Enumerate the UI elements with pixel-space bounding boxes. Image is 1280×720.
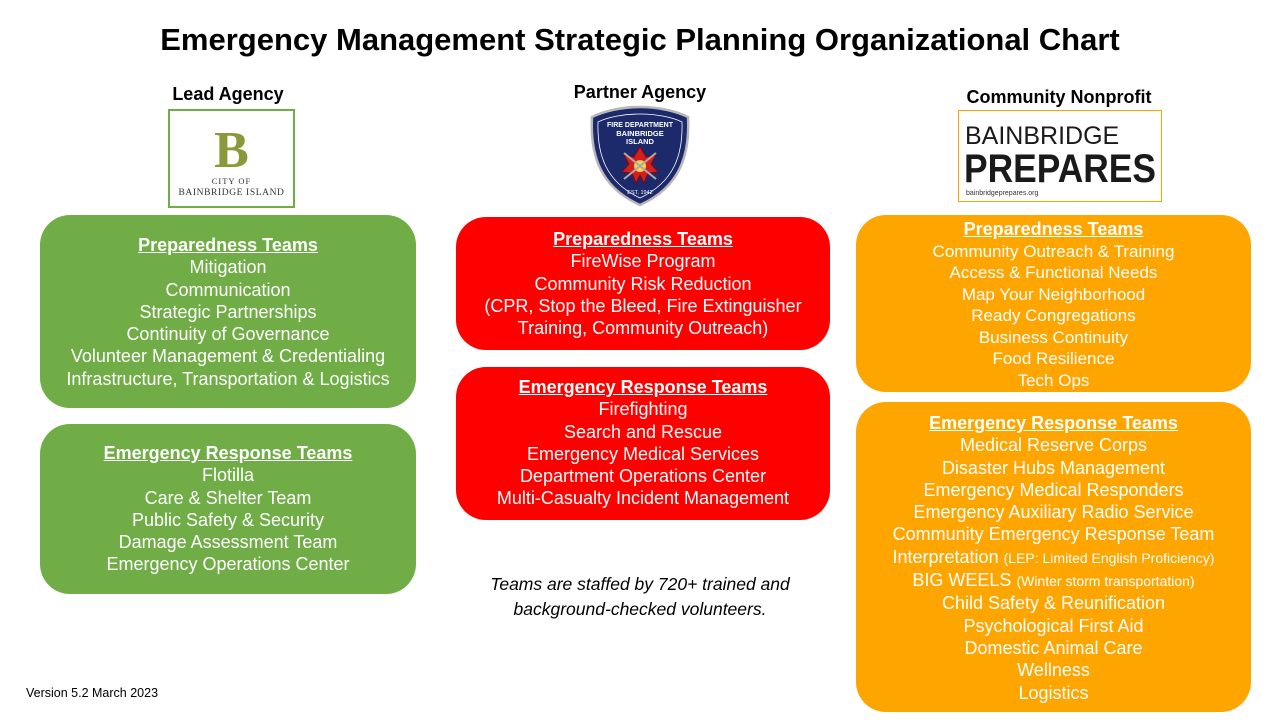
list-item: Emergency Auxiliary Radio Service (913, 502, 1194, 523)
partner-response-title: Emergency Response Teams (518, 377, 768, 397)
badge-line2: ISLAND (626, 137, 654, 146)
list-item: Department Operations Center (519, 466, 767, 487)
list-item: Domestic Animal Care (964, 637, 1143, 658)
prepares-logo-line2: PREPARES (964, 147, 1156, 191)
prepares-logo-url: bainbridgeprepares.org (966, 190, 1039, 197)
partner-response-box (456, 367, 830, 520)
list-item: Strategic Partnerships (139, 301, 317, 322)
volunteer-note-line2: background-checked volunteers. (513, 599, 767, 619)
list-item: Child Safety & Reunification (941, 593, 1166, 614)
partner-response-list (456, 398, 830, 509)
nonprofit-preparedness-title: Preparedness Teams (963, 219, 1144, 239)
lead-preparedness-title: Preparedness Teams (138, 235, 318, 255)
list-item (856, 569, 1251, 592)
community-nonprofit-heading: Community Nonprofit (966, 87, 1152, 107)
city-logo-letter: B (214, 122, 249, 179)
lead-response-box (40, 424, 416, 594)
list-item: Search and Rescue (563, 421, 723, 442)
list-item: Emergency Operations Center (106, 554, 350, 575)
list-item: Mitigation (189, 257, 267, 278)
nonprofit-response-list (856, 434, 1251, 704)
list-item: Communication (165, 279, 291, 300)
list-item: Wellness (1017, 660, 1090, 681)
volunteer-note (460, 572, 820, 622)
list-item: Multi-Casualty Incident Management (496, 488, 790, 509)
list-item: Map Your Neighborhood (961, 284, 1146, 304)
list-item: (CPR, Stop the Bleed, Fire Extinguisher (484, 295, 802, 316)
badge-line1: BAINBRIDGE (616, 129, 664, 138)
partner-preparedness-box (456, 217, 830, 350)
city-logo-line1: CITY OF (211, 176, 252, 186)
prepares-logo-graphic (959, 111, 1160, 200)
nonprofit-preparedness-list (856, 241, 1251, 392)
city-logo-line2: BAINBRIDGE ISLAND (178, 188, 285, 198)
list-item: Continuity of Governance (126, 324, 330, 345)
list-item: Medical Reserve Corps (959, 435, 1148, 456)
list-item: Logistics (1018, 682, 1089, 703)
list-item: Disaster Hubs Management (941, 457, 1166, 478)
city-of-bainbridge-island-logo (168, 109, 295, 208)
list-item: Community Risk Reduction (534, 273, 752, 294)
fire-department-badge-icon (588, 105, 692, 207)
list-item-text: Interpretation (892, 546, 999, 567)
list-item: Emergency Medical Services (526, 443, 760, 464)
lead-response-title: Emergency Response Teams (103, 443, 353, 463)
prepares-logo-line1: BAINBRIDGE (965, 122, 1120, 150)
list-item: Tech Ops (1017, 370, 1090, 390)
badge-est: EST. 1942 (627, 190, 653, 196)
volunteer-note-line1: Teams are staffed by 720+ trained and (490, 574, 790, 594)
nonprofit-response-box (856, 402, 1251, 712)
list-item: FireWise Program (570, 251, 716, 272)
partner-preparedness-title: Preparedness Teams (553, 229, 733, 249)
badge-arc-text: FIRE DEPARTMENT (607, 122, 673, 129)
nonprofit-response-title: Emergency Response Teams (929, 413, 1178, 433)
fire-badge-graphic (588, 105, 692, 207)
list-item: Public Safety & Security (131, 509, 325, 530)
list-item-text: BIG WEELS (912, 570, 1012, 591)
list-item: Firefighting (598, 399, 688, 420)
bainbridge-prepares-logo (958, 110, 1162, 202)
list-item: Psychological First Aid (963, 615, 1144, 636)
list-item: Community Outreach & Training (932, 241, 1175, 261)
lead-response-list (40, 464, 416, 575)
list-item: Business Continuity (978, 327, 1129, 347)
list-item: Access & Functional Needs (949, 263, 1158, 282)
list-item-note: (Winter storm transportation) (1016, 573, 1195, 590)
lead-agency-heading: Lead Agency (172, 84, 284, 104)
list-item: Damage Assessment Team (118, 532, 338, 553)
nonprofit-preparedness-box (856, 215, 1251, 392)
list-item: Flotilla (201, 465, 254, 486)
list-item: Community Emergency Response Team (892, 524, 1215, 545)
list-item: Ready Congregations (971, 306, 1136, 325)
list-item: Volunteer Management & Credentialing (70, 346, 386, 367)
list-item: Food Resilience (992, 349, 1115, 368)
list-item: Infrastructure, Transportation & Logistics (66, 368, 390, 389)
lead-preparedness-box (40, 215, 416, 408)
lead-preparedness-list (40, 256, 416, 390)
list-item: Training, Community Outreach) (517, 318, 769, 339)
chart-title: Emergency Management Strategic Planning Organizational Chart (160, 22, 1120, 57)
list-item: Care & Shelter Team (144, 487, 312, 508)
list-item (856, 546, 1251, 569)
partner-agency-heading: Partner Agency (573, 82, 707, 102)
list-item: Emergency Medical Responders (923, 479, 1184, 500)
version-label: Version 5.2 March 2023 (26, 686, 159, 700)
list-item-note: (LEP: Limited English Proficiency) (1003, 549, 1215, 566)
partner-preparedness-list (456, 250, 830, 339)
city-logo-graphic (170, 111, 293, 206)
